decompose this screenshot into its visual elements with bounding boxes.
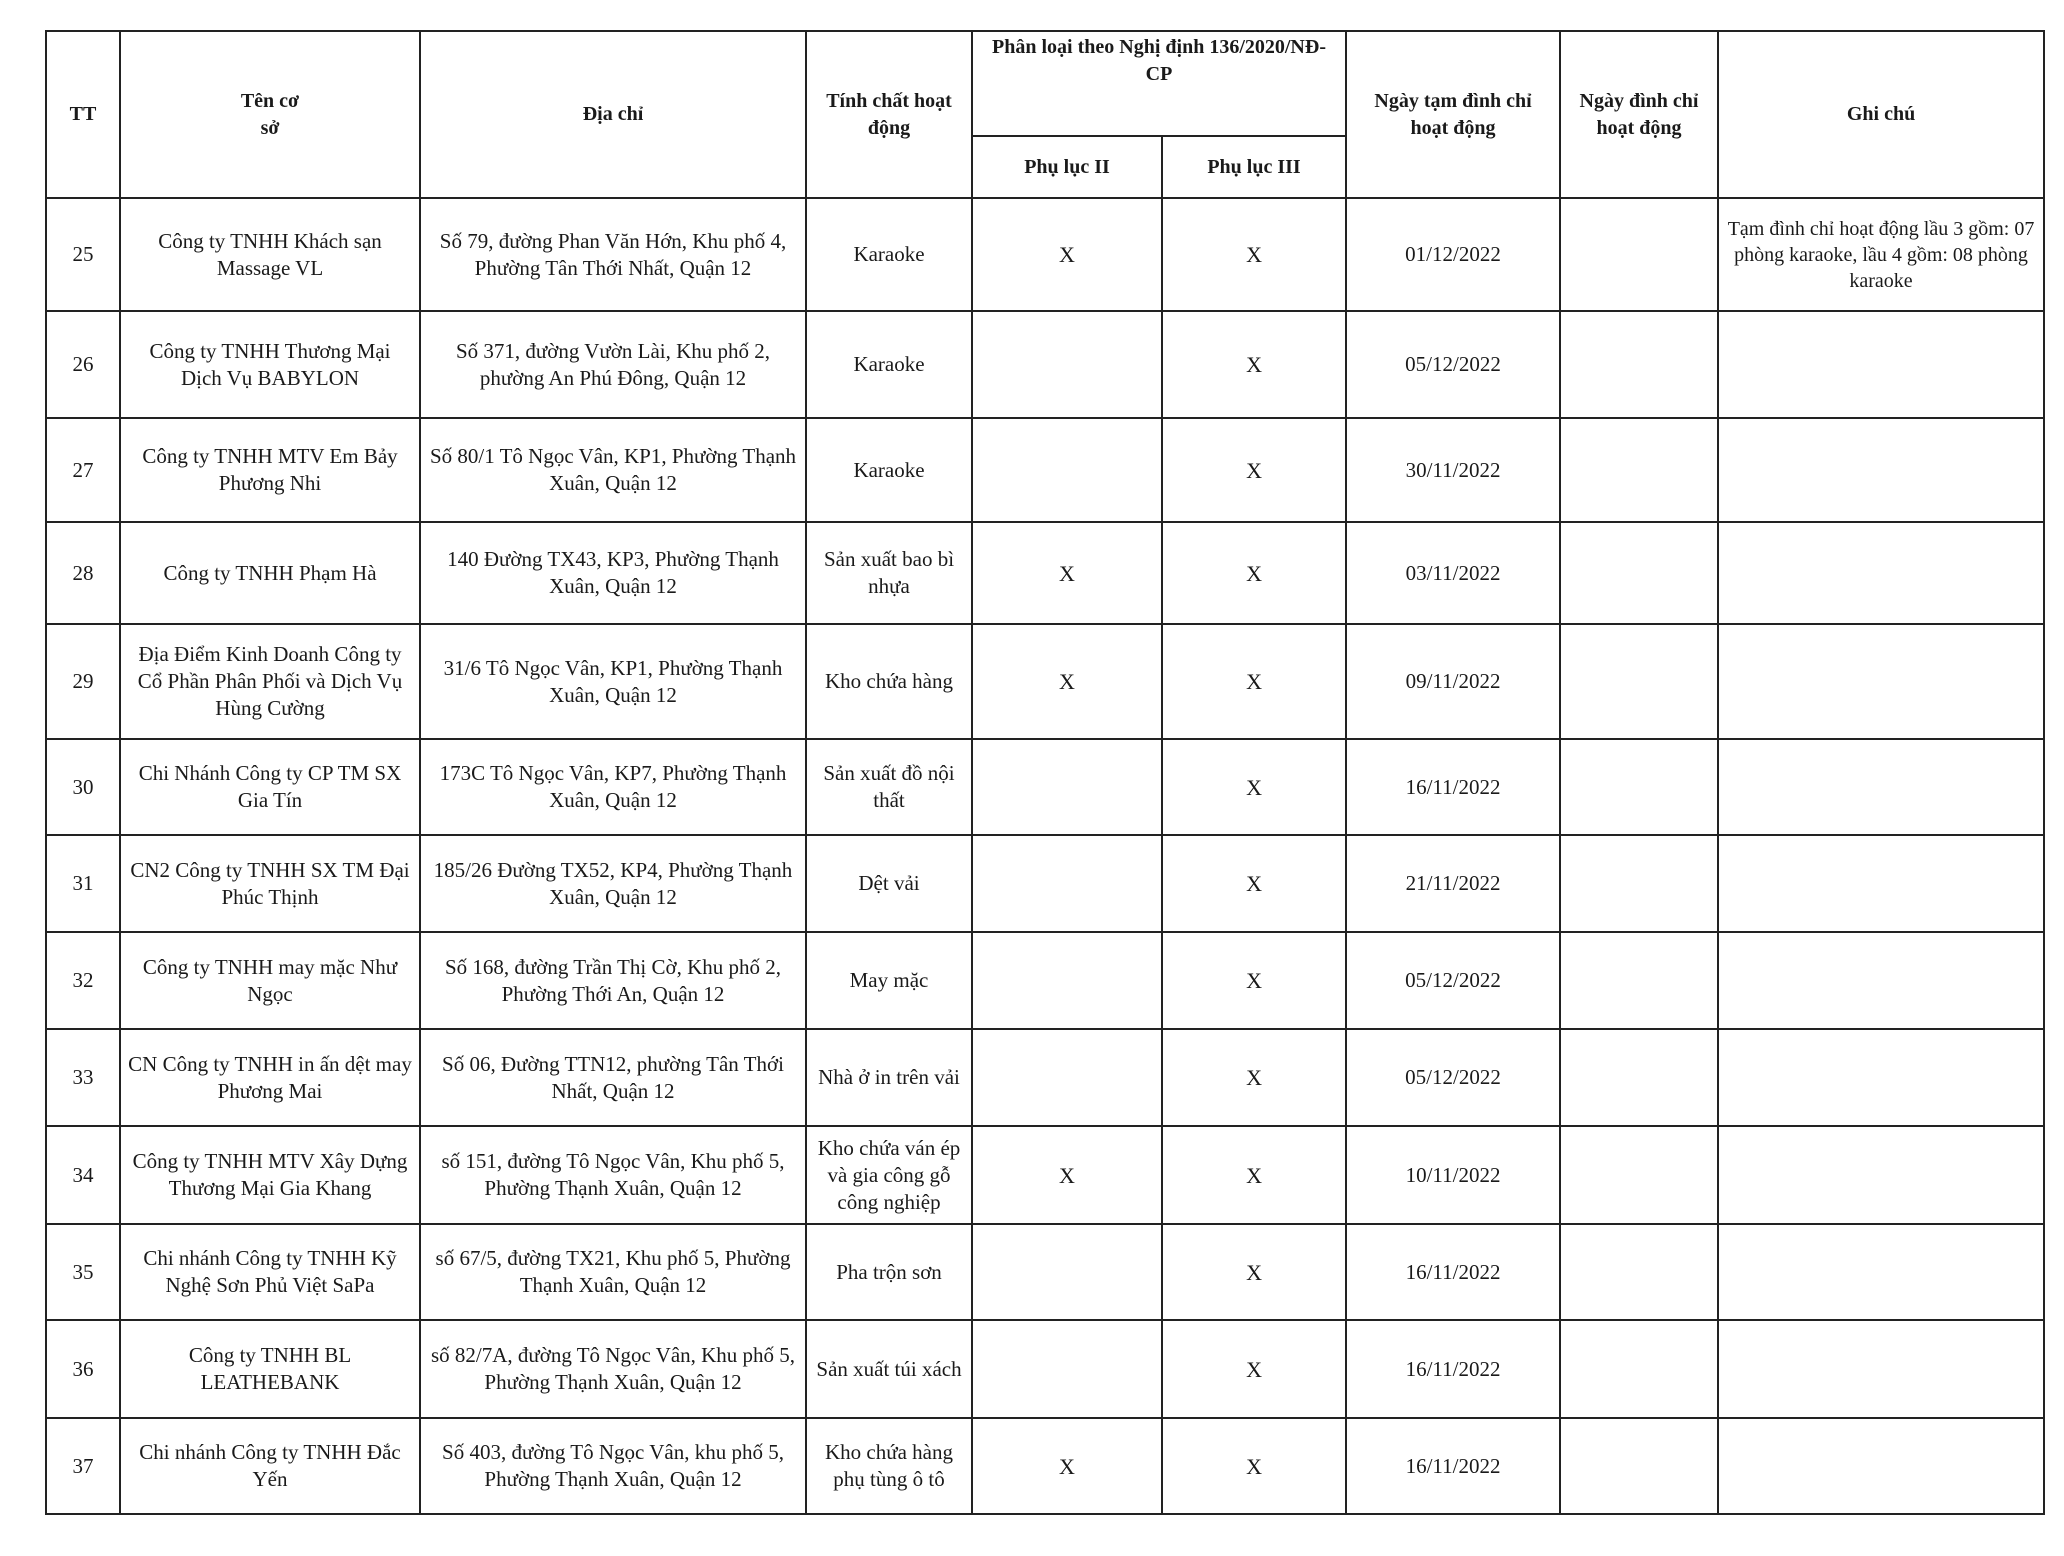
cell-phu-luc-2: X <box>972 198 1162 311</box>
cell-tinh-chat: Kho chứa hàng <box>806 624 972 739</box>
cell-ten-co-so: Chi nhánh Công ty TNHH Đắc Yến <box>120 1418 420 1514</box>
cell-phu-luc-2: X <box>972 1418 1162 1514</box>
cell-phu-luc-3: X <box>1162 198 1346 311</box>
cell-tt: 28 <box>46 522 120 624</box>
cell-tinh-chat: Sản xuất bao bì nhựa <box>806 522 972 624</box>
cell-phu-luc-2: X <box>972 624 1162 739</box>
cell-ghi-chu <box>1718 1126 2044 1224</box>
cell-ten-co-so: Công ty TNHH Phạm Hà <box>120 522 420 624</box>
cell-ngay-tam-dinh-chi: 03/11/2022 <box>1346 522 1560 624</box>
cell-ngay-tam-dinh-chi: 16/11/2022 <box>1346 1418 1560 1514</box>
col-header-tt: TT <box>46 31 120 198</box>
cell-phu-luc-2 <box>972 1320 1162 1418</box>
cell-tinh-chat: Karaoke <box>806 418 972 522</box>
cell-tinh-chat: Nhà ở in trên vải <box>806 1029 972 1126</box>
cell-phu-luc-2: X <box>972 522 1162 624</box>
cell-phu-luc-2 <box>972 418 1162 522</box>
cell-tinh-chat: Kho chứa ván ép và gia công gỗ công nghiệp <box>806 1126 972 1224</box>
cell-ten-co-so: Công ty TNHH BL LEATHEBANK <box>120 1320 420 1418</box>
cell-ghi-chu <box>1718 1418 2044 1514</box>
table-row <box>46 624 2044 739</box>
cell-ngay-dinh-chi <box>1560 624 1718 739</box>
cell-dia-chi: Số 80/1 Tô Ngọc Vân, KP1, Phường Thạnh Xuân, Quận 12 <box>420 418 806 522</box>
cell-ngay-tam-dinh-chi: 01/12/2022 <box>1346 198 1560 311</box>
cell-ngay-dinh-chi <box>1560 1224 1718 1320</box>
cell-dia-chi: Số 06, Đường TTN12, phường Tân Thới Nhất, Quận 12 <box>420 1029 806 1126</box>
cell-tt: 26 <box>46 311 120 418</box>
cell-dia-chi: 185/26 Đường TX52, KP4, Phường Thạnh Xuân, Quận 12 <box>420 835 806 932</box>
cell-ghi-chu <box>1718 739 2044 835</box>
table-row <box>46 418 2044 522</box>
cell-phu-luc-3: X <box>1162 739 1346 835</box>
cell-ghi-chu <box>1718 418 2044 522</box>
cell-phu-luc-3: X <box>1162 311 1346 418</box>
cell-phu-luc-3: X <box>1162 522 1346 624</box>
cell-ngay-dinh-chi <box>1560 198 1718 311</box>
cell-ghi-chu <box>1718 835 2044 932</box>
table-row <box>46 1029 2044 1126</box>
cell-dia-chi: số 67/5, đường TX21, Khu phố 5, Phường Thạnh Xuân, Quận 12 <box>420 1224 806 1320</box>
cell-ngay-dinh-chi <box>1560 1418 1718 1514</box>
cell-ghi-chu <box>1718 932 2044 1029</box>
cell-ngay-dinh-chi <box>1560 835 1718 932</box>
cell-ghi-chu: Tạm đình chỉ hoạt động lầu 3 gồm: 07 phòng karaoke, lầu 4 gồm: 08 phòng karaoke <box>1718 198 2044 311</box>
cell-phu-luc-3: X <box>1162 932 1346 1029</box>
cell-dia-chi: Số 79, đường Phan Văn Hớn, Khu phố 4, Phường Tân Thới Nhất, Quận 12 <box>420 198 806 311</box>
cell-ngay-tam-dinh-chi: 16/11/2022 <box>1346 1320 1560 1418</box>
cell-tt: 35 <box>46 1224 120 1320</box>
cell-tt: 32 <box>46 932 120 1029</box>
cell-ten-co-so: CN2 Công ty TNHH SX TM Đại Phúc Thịnh <box>120 835 420 932</box>
cell-ten-co-so: Chi Nhánh Công ty CP TM SX Gia Tín <box>120 739 420 835</box>
col-header-ngay-dinh-chi: Ngày đình chỉ hoạt động <box>1560 31 1718 198</box>
col-header-dia-chi: Địa chỉ <box>420 31 806 198</box>
col-header-phu-luc-2: Phụ lục II <box>972 136 1162 198</box>
cell-ten-co-so: Chi nhánh Công ty TNHH Kỹ Nghệ Sơn Phủ Việt SaPa <box>120 1224 420 1320</box>
cell-ten-co-so: Địa Điểm Kinh Doanh Công ty Cổ Phần Phân Phối và Dịch Vụ Hùng Cường <box>120 624 420 739</box>
cell-ngay-dinh-chi <box>1560 1126 1718 1224</box>
cell-ten-co-so: Công ty TNHH Khách sạn Massage VL <box>120 198 420 311</box>
cell-phu-luc-2 <box>972 835 1162 932</box>
table-row <box>46 1320 2044 1418</box>
cell-tt: 27 <box>46 418 120 522</box>
col-header-phan-loai: Phân loại theo Nghị định 136/2020/NĐ-CP <box>972 31 1346 136</box>
cell-ngay-dinh-chi <box>1560 311 1718 418</box>
cell-ngay-tam-dinh-chi: 30/11/2022 <box>1346 418 1560 522</box>
col-header-ngay-tam-dinh-chi: Ngày tạm đình chỉ hoạt động <box>1346 31 1560 198</box>
cell-ngay-dinh-chi <box>1560 522 1718 624</box>
cell-tt: 33 <box>46 1029 120 1126</box>
cell-ten-co-so: Công ty TNHH may mặc Như Ngọc <box>120 932 420 1029</box>
cell-ngay-tam-dinh-chi: 10/11/2022 <box>1346 1126 1560 1224</box>
cell-ngay-dinh-chi <box>1560 1029 1718 1126</box>
cell-ghi-chu <box>1718 1224 2044 1320</box>
table-row <box>46 932 2044 1029</box>
cell-phu-luc-2 <box>972 1029 1162 1126</box>
table-row <box>46 1224 2044 1320</box>
table-row <box>46 1126 2044 1224</box>
cell-ghi-chu <box>1718 1029 2044 1126</box>
col-header-ten-co-so: Tên cơ sở <box>120 31 420 198</box>
cell-tt: 37 <box>46 1418 120 1514</box>
cell-tinh-chat: Sản xuất đồ nội thất <box>806 739 972 835</box>
cell-tt: 31 <box>46 835 120 932</box>
cell-tinh-chat: Karaoke <box>806 311 972 418</box>
cell-ten-co-so: CN Công ty TNHH in ấn dệt may Phương Mai <box>120 1029 420 1126</box>
cell-phu-luc-2 <box>972 739 1162 835</box>
cell-tinh-chat: Sản xuất túi xách <box>806 1320 972 1418</box>
cell-ngay-tam-dinh-chi: 09/11/2022 <box>1346 624 1560 739</box>
cell-phu-luc-2 <box>972 311 1162 418</box>
cell-ngay-dinh-chi <box>1560 418 1718 522</box>
cell-phu-luc-3: X <box>1162 1418 1346 1514</box>
cell-phu-luc-3: X <box>1162 835 1346 932</box>
cell-phu-luc-3: X <box>1162 1224 1346 1320</box>
cell-tt: 30 <box>46 739 120 835</box>
cell-ngay-tam-dinh-chi: 05/12/2022 <box>1346 1029 1560 1126</box>
cell-ten-co-so: Công ty TNHH Thương Mại Dịch Vụ BABYLON <box>120 311 420 418</box>
cell-tt: 36 <box>46 1320 120 1418</box>
cell-tinh-chat: Dệt vải <box>806 835 972 932</box>
facility-suspension-table <box>45 30 2045 1515</box>
cell-ten-co-so: Công ty TNHH MTV Em Bảy Phương Nhi <box>120 418 420 522</box>
cell-ngay-dinh-chi <box>1560 1320 1718 1418</box>
cell-phu-luc-3: X <box>1162 1029 1346 1126</box>
table-row <box>46 522 2044 624</box>
cell-ngay-dinh-chi <box>1560 739 1718 835</box>
cell-tt: 25 <box>46 198 120 311</box>
table-body <box>46 198 2044 1514</box>
cell-dia-chi: số 151, đường Tô Ngọc Vân, Khu phố 5, Phường Thạnh Xuân, Quận 12 <box>420 1126 806 1224</box>
cell-ghi-chu <box>1718 1320 2044 1418</box>
cell-ghi-chu <box>1718 522 2044 624</box>
cell-ten-co-so: Công ty TNHH MTV Xây Dựng Thương Mại Gia Khang <box>120 1126 420 1224</box>
cell-phu-luc-2 <box>972 932 1162 1029</box>
cell-dia-chi: Số 168, đường Trần Thị Cờ, Khu phố 2, Phường Thới An, Quận 12 <box>420 932 806 1029</box>
cell-tinh-chat: Kho chứa hàng phụ tùng ô tô <box>806 1418 972 1514</box>
cell-tt: 29 <box>46 624 120 739</box>
cell-ngay-tam-dinh-chi: 21/11/2022 <box>1346 835 1560 932</box>
cell-ghi-chu <box>1718 624 2044 739</box>
table-row <box>46 739 2044 835</box>
cell-ngay-tam-dinh-chi: 05/12/2022 <box>1346 311 1560 418</box>
cell-ngay-tam-dinh-chi: 16/11/2022 <box>1346 739 1560 835</box>
col-header-phu-luc-3: Phụ lục III <box>1162 136 1346 198</box>
cell-phu-luc-3: X <box>1162 624 1346 739</box>
col-header-ghi-chu: Ghi chú <box>1718 31 2044 198</box>
cell-tinh-chat: Karaoke <box>806 198 972 311</box>
table-row <box>46 1418 2044 1514</box>
cell-dia-chi: số 82/7A, đường Tô Ngọc Vân, Khu phố 5, Phường Thạnh Xuân, Quận 12 <box>420 1320 806 1418</box>
cell-phu-luc-3: X <box>1162 1320 1346 1418</box>
table-row <box>46 198 2044 311</box>
cell-phu-luc-3: X <box>1162 418 1346 522</box>
cell-ngay-tam-dinh-chi: 16/11/2022 <box>1346 1224 1560 1320</box>
table-row <box>46 311 2044 418</box>
cell-dia-chi: 31/6 Tô Ngọc Vân, KP1, Phường Thạnh Xuân, Quận 12 <box>420 624 806 739</box>
cell-phu-luc-3: X <box>1162 1126 1346 1224</box>
cell-ngay-dinh-chi <box>1560 932 1718 1029</box>
cell-tinh-chat: Pha trộn sơn <box>806 1224 972 1320</box>
cell-dia-chi: Số 403, đường Tô Ngọc Vân, khu phố 5, Phường Thạnh Xuân, Quận 12 <box>420 1418 806 1514</box>
cell-ngay-tam-dinh-chi: 05/12/2022 <box>1346 932 1560 1029</box>
cell-ghi-chu <box>1718 311 2044 418</box>
cell-dia-chi: 173C Tô Ngọc Vân, KP7, Phường Thạnh Xuân, Quận 12 <box>420 739 806 835</box>
cell-dia-chi: 140 Đường TX43, KP3, Phường Thạnh Xuân, Quận 12 <box>420 522 806 624</box>
cell-dia-chi: Số 371, đường Vườn Lài, Khu phố 2, phường An Phú Đông, Quận 12 <box>420 311 806 418</box>
cell-phu-luc-2 <box>972 1224 1162 1320</box>
cell-tinh-chat: May mặc <box>806 932 972 1029</box>
table-row <box>46 835 2044 932</box>
cell-tt: 34 <box>46 1126 120 1224</box>
col-header-tinh-chat: Tính chất hoạt động <box>806 31 972 198</box>
cell-phu-luc-2: X <box>972 1126 1162 1224</box>
